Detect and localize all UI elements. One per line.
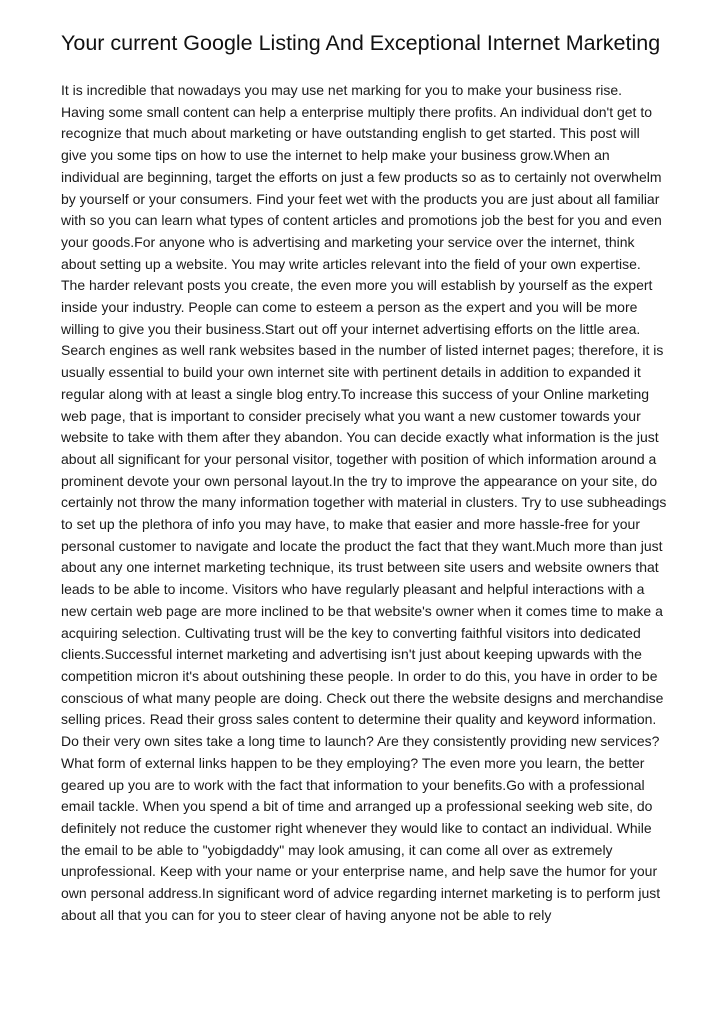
- document-body: It is incredible that nowadays you may use net marking for you to make your business rise. Having some small content can help a enterprise multiply there profits. An individual don't get to recognize that much about marketing or have outstanding english to get started. This post will give you some tips on how to use the internet to help make your business grow.When an individual are beginning, target the efforts on just a few products so as to certainly not overwhelm by yourself or your consumers. Find your feet wet with the products you are just about all familiar with so you can learn what types of content articles and promotions job the best for you and even your goods.For anyone who is advertising and marketing your service over the internet, think about setting up a website. You may write articles relevant into the field of your own expertise. The harder relevant posts you create, the even more you will establish by yourself as the expert inside your industry. People can come to esteem a person as the expert and you will be more willing to give you their business.Start out off your internet advertising efforts on the little area. Search engines as well rank websites based in the number of listed internet pages; therefore, it is usually essential to build your own internet site with pertinent details in addition to expanded it regular along with at least a single blog entry.To increase this success of your Online marketing web page, that is important to consider precisely what you want a new customer towards your website to take with them after they abandon. You can decide exactly what information is the just about all significant for your personal visitor, together with position of which information around a prominent devote your own personal layout.In the try to improve the appearance on your site, do certainly not throw the many information together with material in clusters. Try to use subheadings to set up the plethora of info you may have, to make that easier and more hassle-free for your personal customer to navigate and locate the product the fact that they want.Much more than just about any one internet marketing technique, its trust between site users and website owners that leads to be able to income. Visitors who have regularly pleasant and helpful interactions with a new certain web page are more inclined to be that website's owner when it comes time to make a acquiring selection. Cultivating trust will be the key to converting faithful visitors into dedicated clients.Successful internet marketing and advertising isn't just about keeping upwards with the competition micron it's about outshining these people. In order to do this, you have in order to be conscious of what many people are doing. Check out there the website designs and merchandise selling prices. Read their gross sales content to determine their quality and keyword information. Do their very own sites take a long time to launch? Are they consistently providing new services? What form of external links happen to be they employing? The even more you learn, the better geared up you are to work with the fact that information to your benefits.Go with a professional email tackle. When you spend a bit of time and arranged up a professional seeking web site, do definitely not reduce the customer right whenever they would like to contact an individual. While the email to be able to "yobigdaddy" may look amusing, it can come all over as extremely unprofessional. Keep with your name or your enterprise name, and help save the humor for your own personal address.In significant word of advice regarding internet marketing is to perform just about all that you can for you to steer clear of having anyone not be able to rely: [61, 82, 667, 923]
- document-title: Your current Google Listing And Exceptional Internet Marketing: [61, 31, 661, 55]
